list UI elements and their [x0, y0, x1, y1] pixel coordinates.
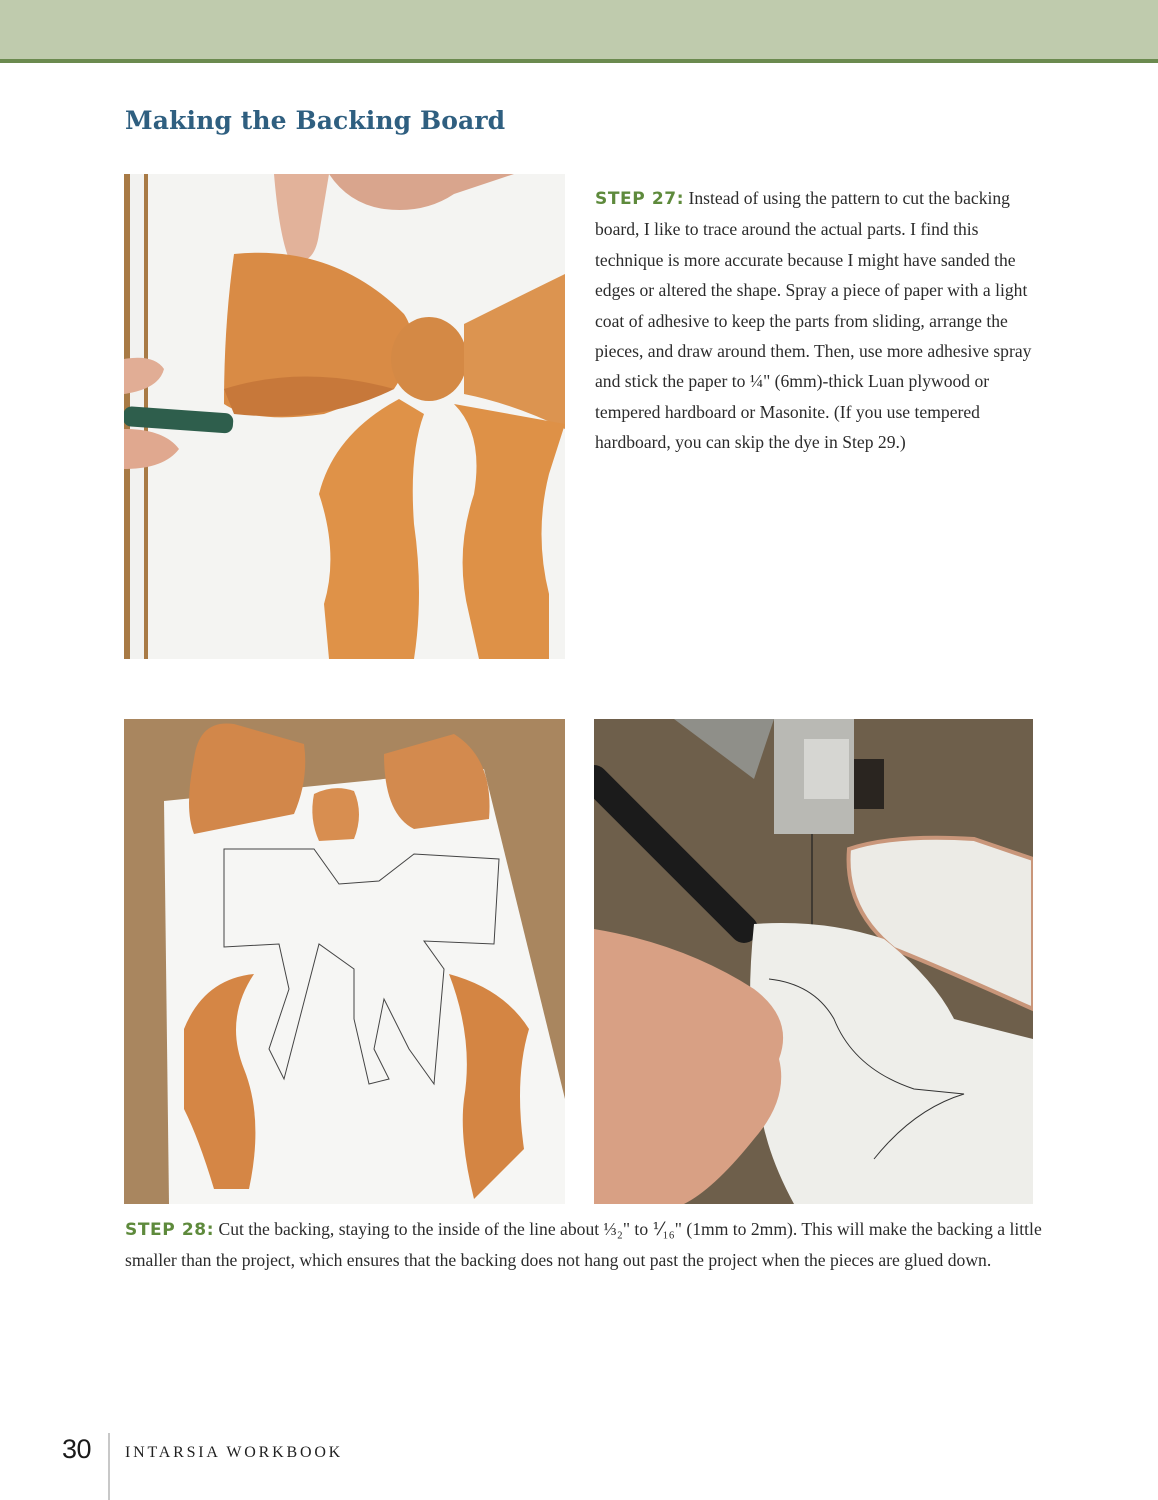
- photo-bow-pieces-image: [124, 719, 565, 1204]
- photo-scroll-saw-image: [594, 719, 1033, 1204]
- photo-tracing-bow: [124, 174, 565, 659]
- step-27-paragraph: [595, 183, 1045, 458]
- photo-tracing-bow-image: [124, 174, 565, 659]
- footer-divider: [108, 1433, 110, 1500]
- step-28-label: STEP 28:: [125, 1220, 215, 1240]
- photo-bow-pieces-and-outline: [124, 719, 565, 1204]
- step-27-label: STEP 27:: [595, 189, 685, 209]
- step-28-text: Cut the backing, staying to the inside of the line about ⅓₂" to ⅟₁₆" (1mm to 2mm). This will make the backing a little smaller than the project, which ensures that the backing does not hang out past the project when the pieces are glued down.: [125, 1219, 1042, 1271]
- photo-scroll-saw-cutting: [594, 719, 1033, 1204]
- step-28-paragraph: [125, 1214, 1045, 1276]
- section-title: Making the Backing Board: [125, 106, 506, 135]
- book-title: INTARSIA WORKBOOK: [125, 1444, 344, 1461]
- header-band: [0, 0, 1158, 59]
- header-rule: [0, 59, 1158, 63]
- step-27-text: Instead of using the pattern to cut the backing board, I like to trace around the actual parts. I find this technique is more accurate because I might have sanded the edges or altered the shape. Spray a piece of paper with a light coat of adhesive to keep the parts from sliding, arrange the pieces, and draw around them. Then, use more adhesive spray and stick the paper to ¼" (6mm)-thick Luan plywood or tempered hardboard or Masonite. (If you use tempered hardboard, you can skip the dye in Step 29.): [595, 188, 1032, 453]
- page-number: 30: [62, 1434, 92, 1464]
